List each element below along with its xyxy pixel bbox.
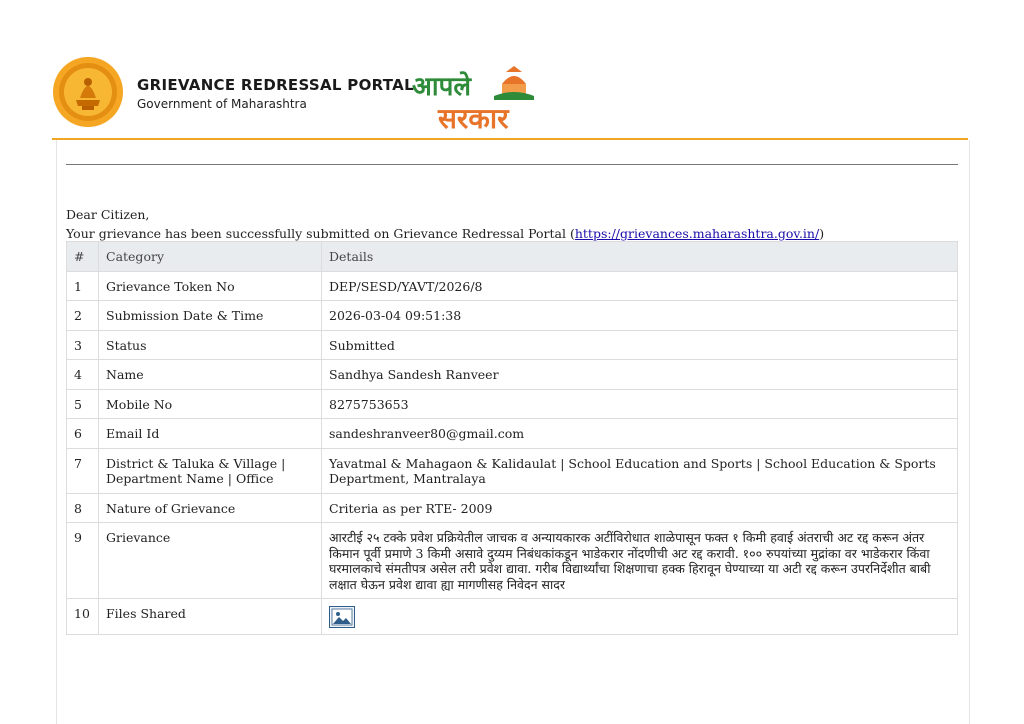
table-row <box>67 301 958 331</box>
row-category: Mobile No <box>99 389 322 419</box>
salutation: Dear Citizen, <box>66 207 150 222</box>
col-header-details: Details <box>322 242 958 272</box>
row-number: 4 <box>67 360 99 390</box>
divider <box>66 164 958 165</box>
table-row <box>67 271 958 301</box>
row-number: 1 <box>67 271 99 301</box>
row-details: 2026-03-04 09:51:38 <box>322 301 958 331</box>
table-row <box>67 448 958 493</box>
table-row <box>67 330 958 360</box>
table-row <box>67 360 958 390</box>
row-number: 2 <box>67 301 99 331</box>
row-category: District & Taluka & Village | Department Name | Office <box>99 448 322 493</box>
image-file-icon[interactable] <box>329 606 355 628</box>
confirmation-message: Your grievance has been successfully submitted on Grievance Redressal Portal (https://grievances.maharashtra.gov.in/) <box>66 226 825 241</box>
row-details: आरटीई २५ टक्के प्रवेश प्रक्रियेतील जाचक व अन्यायकारक अटींविरोधात शाळेपासून फक्त १ किमी हवाई अंतराची अट रद्द करून अंतर किमान पूर्वी प्रमाणे 3 किमी असावे दुय्यम निबंधकांकडून भाडेकरार नोंदणीची अट रद्द करावी. १०० रुपयांच्या मुद्रांका वर भाडेकरार किंवा घरमालकाचे संमतीपत्र असेल तरी प्रवेश द्यावा. गरीब विद्यार्थ्यांचा शिक्षणाचा हक्क हिरावून घेण्याच्या या अटी रद्द करून उपरनिर्देशीत बाबी लक्षात घेऊन प्रवेश द्यावा ह्या मागणीसह निवेदन सादर <box>322 523 958 599</box>
table-row <box>67 599 958 635</box>
row-category: Grievance <box>99 523 322 599</box>
row-number: 7 <box>67 448 99 493</box>
row-details-files <box>322 599 958 635</box>
logo-text-aaple: आपले <box>412 72 471 102</box>
page-header <box>52 52 968 140</box>
row-category: Files Shared <box>99 599 322 635</box>
portal-link[interactable]: https://grievances.maharashtra.gov.in/ <box>574 226 820 241</box>
row-details: Submitted <box>322 330 958 360</box>
table-row <box>67 493 958 523</box>
row-number: 6 <box>67 419 99 449</box>
grievance-details-table <box>66 241 958 635</box>
table-header-row <box>67 242 958 272</box>
row-number: 8 <box>67 493 99 523</box>
portal-subtitle: Government of Maharashtra <box>137 97 307 111</box>
row-category: Email Id <box>99 419 322 449</box>
row-details: sandeshranveer80@gmail.com <box>322 419 958 449</box>
aaple-sarkar-logo <box>410 62 540 134</box>
col-header-category: Category <box>99 242 322 272</box>
table-row <box>67 523 958 599</box>
col-header-number: # <box>67 242 99 272</box>
table-row <box>67 419 958 449</box>
logo-text-sarkar: सरकार <box>438 102 509 134</box>
row-number: 5 <box>67 389 99 419</box>
row-category: Name <box>99 360 322 390</box>
row-details: Criteria as per RTE- 2009 <box>322 493 958 523</box>
row-category: Submission Date & Time <box>99 301 322 331</box>
row-number: 9 <box>67 523 99 599</box>
maharashtra-seal-icon <box>52 56 124 128</box>
greeting <box>66 205 824 243</box>
row-number: 3 <box>67 330 99 360</box>
table-row <box>67 389 958 419</box>
portal-title: GRIEVANCE REDRESSAL PORTAL <box>137 76 414 94</box>
row-details: 8275753653 <box>322 389 958 419</box>
row-details: DEP/SESD/YAVT/2026/8 <box>322 271 958 301</box>
row-category: Nature of Grievance <box>99 493 322 523</box>
row-category: Grievance Token No <box>99 271 322 301</box>
row-category: Status <box>99 330 322 360</box>
row-number: 10 <box>67 599 99 635</box>
row-details: Sandhya Sandesh Ranveer <box>322 360 958 390</box>
row-details: Yavatmal & Mahagaon & Kalidaulat | School Education and Sports | School Education & Sports Department, Mantralaya <box>322 448 958 493</box>
